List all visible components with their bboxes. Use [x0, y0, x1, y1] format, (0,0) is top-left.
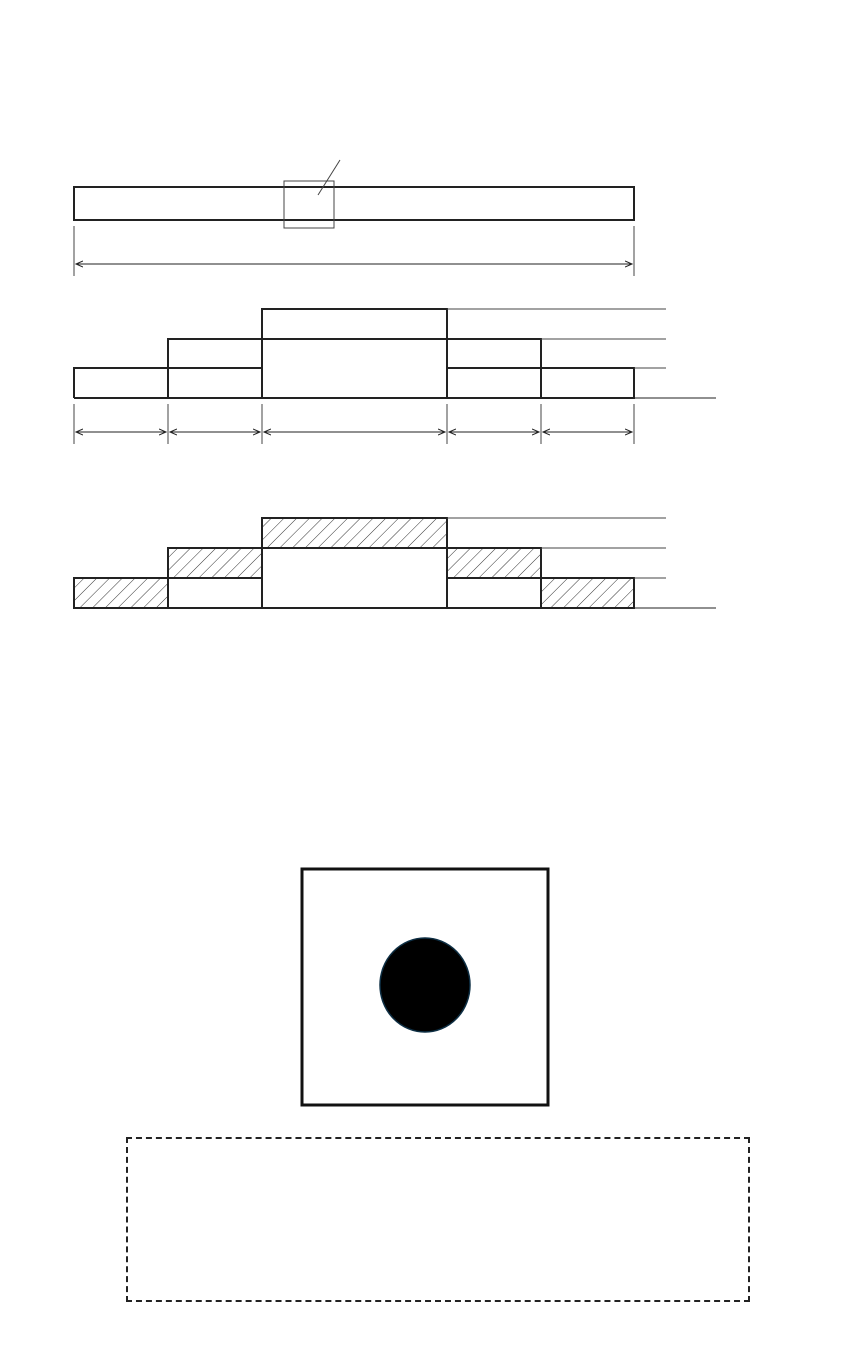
- d-part-leader-line: [318, 160, 340, 195]
- section-outline: [74, 309, 634, 398]
- hatch-left-b: [168, 548, 262, 578]
- top-view-frame: [74, 187, 634, 220]
- corner-goal-drawing: [302, 869, 548, 1105]
- hatch-right-c: [541, 578, 634, 608]
- stepped-section: [74, 309, 716, 444]
- hatch-left-c: [74, 578, 168, 608]
- pipe-circle: [380, 938, 470, 1032]
- hatch-top-a: [262, 518, 447, 548]
- hatched-section: [74, 518, 716, 608]
- hatch-right-b: [447, 548, 541, 578]
- top-view: [74, 160, 634, 276]
- notes-box: [126, 1137, 750, 1302]
